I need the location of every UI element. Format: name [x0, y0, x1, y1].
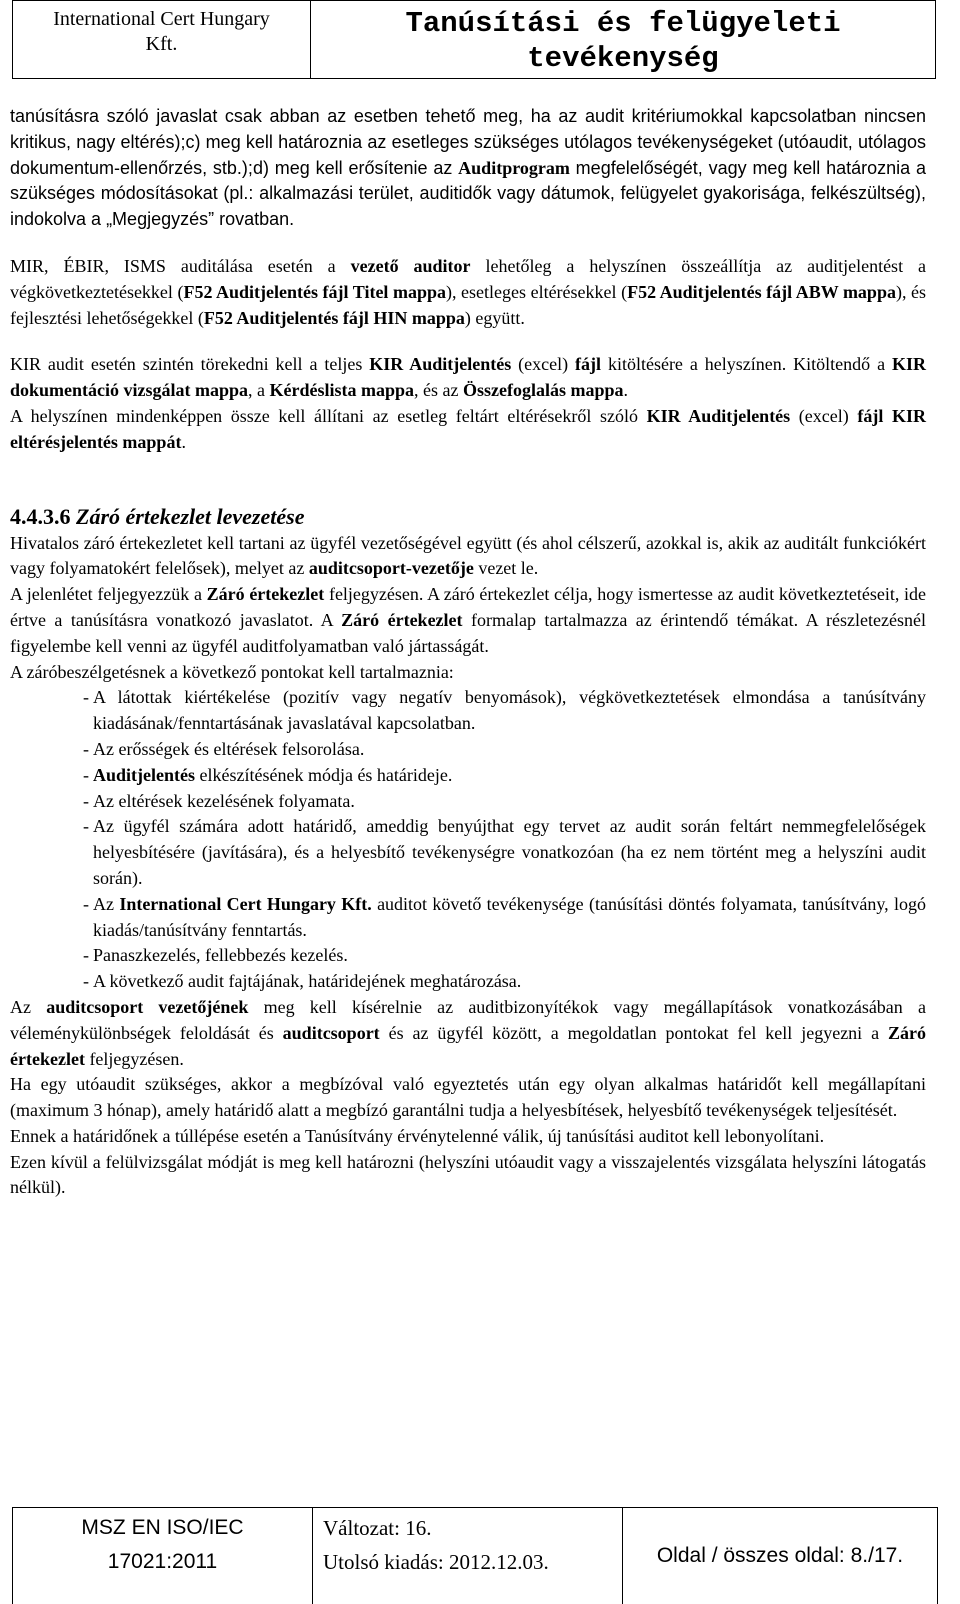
- list-item-text: [93, 789, 926, 815]
- paragraph-closing-meeting: [10, 531, 926, 583]
- bold-text: fájl: [575, 354, 602, 375]
- bold-text: KIR Auditjelentés: [369, 354, 512, 375]
- document-title-line2: tevékenység: [527, 42, 719, 75]
- list-dash: -: [83, 816, 89, 837]
- bold-text: auditcsoport vezetőjének: [46, 996, 249, 1017]
- text-run: , a: [248, 380, 270, 401]
- list-item: [10, 763, 926, 789]
- text-run: d) meg kell erősítenie az: [252, 157, 459, 178]
- list-item-text: [93, 969, 926, 995]
- text-run: auditot követő tevékenysége (tanúsítási döntés folyamata, tanúsítvány, logó kiadás/tanúsítvány fenntartás.: [93, 893, 926, 940]
- page-header: [12, 0, 936, 79]
- bold-text: Záró értekezlet: [10, 1022, 926, 1069]
- footer-version-number: Változat: 16.: [323, 1516, 432, 1540]
- page-footer: [12, 1507, 938, 1604]
- document-title-line1: Tanúsítási és felügyeleti: [405, 7, 841, 40]
- footer-page-number: Oldal / összes oldal: 8./17.: [656, 1544, 904, 1567]
- text-run: A látottak kiértékelése (pozitív vagy negatív benyomások), végkövetkeztetések elmondása a tanúsítvány kiadásának/fenntartásának javaslatával kapcsolatban.: [93, 687, 926, 734]
- company-name-line1: International Cert Hungary: [53, 8, 270, 30]
- footer-standard-line1: MSZ EN ISO/IEC: [81, 1516, 244, 1539]
- section-number: 4.4.3.6: [10, 503, 71, 529]
- text-run: ), esetleges eltérésekkel (: [446, 281, 628, 302]
- text-run: c) meg kell határoznia az esetleges szükséges utólagos tevékenységeket (utóaudit, utólagos dokumentum-ellenőrzés, stb.);: [10, 131, 926, 178]
- paragraph-attendance: [10, 582, 926, 659]
- text-run: feljegyzésen.: [84, 1048, 184, 1069]
- footer-version: [313, 1508, 623, 1604]
- list-item-text: [93, 685, 926, 737]
- paragraph-criteria: [10, 104, 926, 233]
- list-dash: -: [83, 764, 89, 785]
- bold-text: KIR Auditjelentés: [646, 405, 791, 426]
- section-heading: [10, 503, 926, 531]
- text-run: A záróbeszélgetésnek a következő pontokat kell tartalmaznia:: [10, 661, 454, 682]
- bold-text: Auditjelentés: [93, 764, 195, 785]
- list-item: [10, 737, 926, 763]
- closing-points-list: [10, 685, 926, 995]
- bold-text: International Cert Hungary Kft.: [119, 893, 372, 914]
- text-run: KIR audit esetén szintén törekedni kell a teljes: [10, 354, 370, 375]
- text-run: feljegyzésen. A záró értekezlet célja, hogy ismertesse az audit következtetéseit, ide értve a tanúsításra vonatkozó javaslatot. A: [10, 584, 927, 630]
- list-item-text: [93, 763, 926, 789]
- text-run: Az ügyfél számára adott határidő, ameddig benyújthat egy tervet az audit során feltárt nemmegfelelőségek helyesbítésére (javítására), és a helyesbítő tevékenységre vonatkozóan (ha ez nem történt meg a helyszíni audit során).: [93, 816, 926, 888]
- footer-standard: [13, 1508, 313, 1604]
- text-run: Ennek a határidőnek a túllépése esetén a Tanúsítvány érvénytelenné válik, új tanúsítási auditot kell lebonyolítani.: [10, 1125, 825, 1146]
- document-body: [10, 104, 926, 1201]
- list-dash: -: [83, 971, 89, 992]
- text-run: A jelenlétet feljegyezzük a: [10, 584, 207, 605]
- paragraph-deadline: [10, 1124, 926, 1150]
- text-run: A helyszínen mindenképpen össze kell állítani az esetleg feltárt eltérésekről szóló: [10, 405, 647, 426]
- bold-text: auditcsoport-vezetője: [308, 558, 474, 579]
- text-run: Az eltérések kezelésének folyamata.: [93, 790, 355, 811]
- list-item-text: [93, 892, 926, 944]
- bold-text: vezető auditor: [350, 255, 471, 276]
- list-item: [10, 789, 926, 815]
- text-run: tanúsításra szóló javaslat csak abban az esetben tehető meg, ha az audit kritériumokkal kapcsolatban nincsen kritikus, nagy eltérés);: [10, 106, 926, 152]
- paragraph-mir-audit: [10, 254, 926, 331]
- bold-text: Összefoglalás mappa: [463, 380, 624, 401]
- text-run: vezet le.: [473, 558, 539, 579]
- text-run: és az ügyfél között, a megoldatlan pontokat fel kell jegyezni a: [379, 1022, 888, 1043]
- list-item: [10, 892, 926, 944]
- text-run: , és az: [414, 380, 464, 401]
- paragraph-follow-up: [10, 1072, 926, 1124]
- list-item-text: [93, 943, 926, 969]
- text-run: megfelelőségét, vagy meg kell határoznia a szükséges módosításokat (pl.: alkalmazási terület, auditidők vagy dátumok, felügyelet gyakorisága, felkészültség), indokolva a „Megjegyzés” rovatban.: [10, 157, 927, 230]
- text-run: Hivatalos záró értekezletet kell tartani az ügyfél vezetőségével együtt (és ahol célszerű, azokkal is, akik az auditált funkciókért vagy folyamatokért felelősek), melyet az: [10, 532, 926, 579]
- bold-text: F52 Auditjelentés fájl Titel mappa: [183, 281, 447, 302]
- text-run: meg kell kísérelnie az auditbizonyítékok vagy megállapítások vonatkozásában a véleménykülönbségek feloldását és: [10, 996, 926, 1043]
- list-dash: -: [83, 945, 89, 966]
- text-run: Az: [93, 893, 120, 914]
- list-dash: -: [83, 893, 89, 914]
- text-run: .: [181, 431, 186, 452]
- bold-text: auditcsoport: [282, 1022, 380, 1043]
- text-run: lehetőleg a helyszínen összeállítja az auditjelentést a végkövetkeztetésekkel (: [10, 255, 926, 302]
- text-run: (excel): [790, 405, 858, 426]
- bold-text: Záró értekezlet: [341, 609, 463, 630]
- text-run: .: [623, 380, 629, 401]
- footer-last-issue: Utolsó kiadás: 2012.12.03.: [323, 1550, 549, 1574]
- text-run: ), és fejlesztési lehetőségekkel (: [10, 281, 927, 328]
- list-item: [10, 685, 926, 737]
- bold-text: Kérdéslista mappa: [269, 380, 415, 401]
- section-title: Záró értekezlet levezetése: [76, 503, 305, 529]
- list-dash: -: [83, 687, 89, 708]
- paragraph-kir-audit: [10, 352, 926, 404]
- text-run: MIR, ÉBIR, ISMS auditálása esetén a: [10, 255, 351, 276]
- list-dash: -: [83, 738, 89, 759]
- text-run: Ha egy utóaudit szükséges, akkor a megbízóval való egyeztetés után egy olyan alkalmas határidőt kell megállapítani (maximum 3 hónap), amely határidő alatt a megbízó garantálni tudja a helyesbítések, helyesbítő tevékenységek teljesítését.: [10, 1074, 926, 1121]
- list-dash: -: [83, 790, 89, 811]
- bold-text: KIR dokumentáció vizsgálat mappa: [10, 354, 927, 401]
- list-item-text: [93, 814, 926, 891]
- bold-text: Auditprogram: [458, 157, 570, 178]
- company-name-line2: Kft.: [145, 33, 178, 55]
- paragraph-review: [10, 1150, 926, 1202]
- company-name: [13, 1, 311, 78]
- bold-text: Záró értekezlet: [206, 584, 325, 605]
- paragraph-list-intro: [10, 660, 926, 686]
- list-item: [10, 814, 926, 891]
- paragraph-kir-deviation: [10, 404, 926, 456]
- text-run: Ezen kívül a felülvizsgálat módját is meg kell határozni (helyszíni utóaudit vagy a visszajelentés vizsgálata helyszíni látogatás nélkül).: [10, 1151, 926, 1198]
- text-run: kitöltésére a helyszínen. Kitöltendő a: [601, 354, 892, 375]
- text-run: elkészítésének módja és határideje.: [195, 764, 453, 785]
- text-run: A következő audit fajtájának, határidejének meghatározása.: [93, 971, 522, 992]
- bold-text: fájl KIR eltérésjelentés mappát: [10, 405, 927, 452]
- bold-text: F52 Auditjelentés fájl HIN mappa: [203, 307, 465, 328]
- footer-standard-line2: 17021:2011: [107, 1550, 218, 1573]
- text-run: ) együtt.: [464, 307, 525, 328]
- text-run: Panaszkezelés, fellebbezés kezelés.: [93, 945, 348, 966]
- text-run: formalap tartalmazza az érintendő témákat. A részletezésnél figyelembe kell venni az ügyfél auditfolyamatban való jártasságát.: [10, 609, 926, 656]
- text-run: Az: [10, 996, 47, 1017]
- text-run: (excel): [511, 354, 576, 375]
- list-item: [10, 969, 926, 995]
- text-run: Az erősségek és eltérések felsorolása.: [93, 738, 365, 759]
- bold-text: F52 Auditjelentés fájl ABW mappa: [627, 281, 896, 302]
- paragraph-team-leader: [10, 995, 926, 1072]
- list-item-text: [93, 737, 926, 763]
- document-title: [311, 1, 935, 78]
- list-item: [10, 943, 926, 969]
